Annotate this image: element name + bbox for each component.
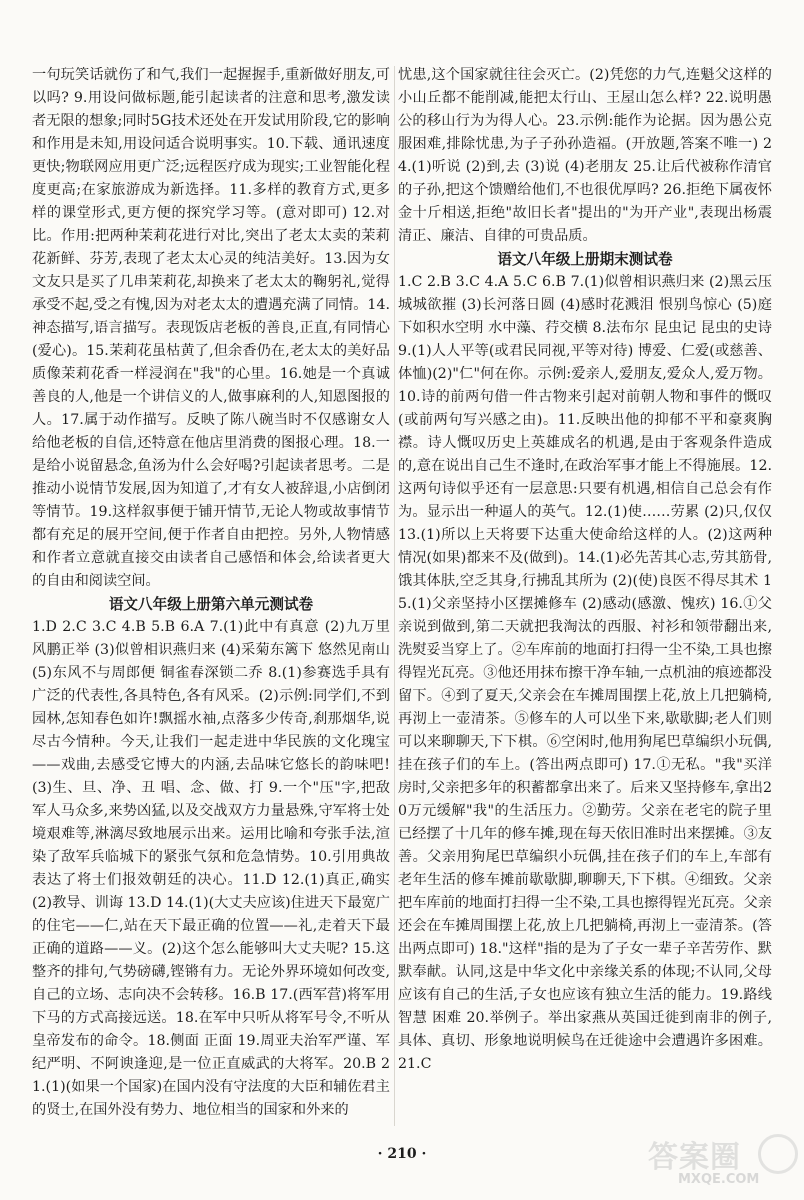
watermark-badge-icon (758, 1134, 798, 1174)
answer-paragraph: 一句玩笑话就伤了和气,我们一起握握手,重新做好朋友,可以吗? 9.用设问做标题,能引起读者的注意和思考,激发读者无限的想象;同时5G技术还处在开发试用阶段,它的影响和作用是未知,用设问适合说明事实。10.下载、通讯速度更快;物联网应用更广泛;远程医疗成为现实;工业智能化程度更高;在家旅游成为新选择。11.多样的教育方式,更多样的课堂形式,更方便的探究学习等。(意对即可) 12.对比。作用:把两种茉莉花进行对比,突出了老太太卖的茉莉花新鲜、芬芳,表现了老太太心灵的纯洁美好。13.因为女文友只是买了几串茉莉花,却换来了老太太的鞠躬礼,觉得承受不起,受之有愧,因为对老太太的遭遇充满了同情。14.神态描写,语言描写。表现饭店老板的善良,正直,有同情心(爱心)。15.茉莉花虽枯黄了,但余香仍在,老太太的美好品质像茉莉花香一样浸润在"我"的心里。16.她是一个真诚善良的人,他是一个讲信义的人,做事麻利的人,知恩图报的人。17.属于动作描写。反映了陈八碗当时不仅感谢女人给他老板的自信,还特意在他店里消费的图报心理。18.一是给小说留悬念,鱼汤为什么会好喝?引起读者思考。二是推动小说情节发展,因为知道了,才有女人被辞退,小店倒闭等情节。19.这样叙事便于铺开情节,无论人物或故事情节都有充足的展开空间,便于作者自由把控。另外,人物情感和作者立意就直接交由读者自己感悟和体会,给读者更大的自由和阅读空间。 (32, 67, 390, 589)
left-column (32, 64, 390, 1122)
divider-line (394, 66, 395, 1126)
watermark-text: 答案圈 (648, 1140, 741, 1175)
answer-paragraph: 忧患,这个国家就往往会灭亡。(2)凭您的力气,连魁父这样的小山丘都不能削减,能把太行山、王屋山怎么样? 22.说明愚公的移山行为为得人心。23.示例:能作为论据。因为愚公克服困难,排除忧患,为子子孙孙造福。(开放题,答案不唯一) 24.(1)听说 (2)到,去 (3)说 (4)老朋友 25.让后代被称作清官的子孙,把这个馈赠给他们,不也很优厚吗? 26.拒绝下属夜怀金十斤相送,拒绝"故旧长者"提出的"为开产业",表现出杨震清正、廉洁、自律的可贵品质。 (398, 67, 772, 244)
section-heading-unit6: 语文八年级上册第六单元测试卷 (108, 596, 314, 613)
answer-paragraph: 1.D 2.C 3.C 4.B 5.B 6.A 7.(1)此中有真意 (2)九万里风鹏正举 (3)似曾相识燕归来 (4)采菊东篱下 悠然见南山 (5)东风不与周郎便 铜雀春深锁二乔 8.(1)参赛选手具有广泛的代表性,各具特色,各有风采。(2)示例:同学们,不到园林,怎知春色如许!飘摇水袖,点落多少传奇,刹那烟华,说尽古今情种。今天,让我们一起走进中华民族的文化瑰宝——戏曲,去感受它博大的内涵,去品味它悠长的韵味吧!(3)生、旦、净、丑 唱、念、做、打 9.一个"压"字,把敌军人马众多,来势凶猛,以及交战双方力量悬殊,守军将士处境艰难等,淋漓尽致地展示出来。运用比喻和夸张手法,渲染了敌军兵临城下的紧张气氛和危急情势。10.引用典故表达了将士们报效朝廷的决心。11.D 12.(1)真正,确实 (2)教导、训诲 13.D 14.(1)(大丈夫应该)住进天下最宽广的住宅——仁,站在天下最正确的位置——礼,走着天下最正确的道路——义。(2)这个怎么能够叫大丈夫呢? 15.这整齐的排句,气势磅礴,铿锵有力。无论外界环境如何改变,自己的立场、志向决不会转移。16.B 17.(西军营)将军用下马的方式高接远送。18.在军中只听从将军号令,不听从皇帝发布的命令。18.侧面 正面 19.周亚夫治军严谨、军纪严明、不阿谀逢迎,是一位正直威武的大将军。20.B 21.(1)(如果一个国家)在国内没有守法度的大臣和辅佐君主的贤士,在国外没有势力、地位相当的国家和外来的 (32, 619, 390, 1118)
section-heading-final: 语文八年级上册期末测试卷 (497, 251, 673, 268)
right-column (398, 64, 772, 1076)
answer-paragraph: 1.C 2.B 3.C 4.A 5.C 6.B 7.(1)似曾相识燕归来 (2)黑云压城城欲摧 (3)长河落日圆 (4)感时花溅泪 恨别鸟惊心 (5)庭下如积水空明 水中藻、荇交横 8.法布尔 昆虫记 昆虫的史诗 9.(1)人人平等(或君民同视,平等对待) 博爱、仁爱(或慈善、体恤)(2)"仁"何在你。示例:爱亲人,爱朋友,爱众人,爱万物。10.诗的前两句借一件古物来引起对前朝人物和事件的慨叹(或前两句写兴感之由)。11.反映出他的抑郁不平和豪爽胸襟。诗人慨叹历史上英雄成名的机遇,是由于客观条件造成的,意在说出自己生不逢时,在政治军事才能上不得施展。12.这两句诗似乎还有一层意思:只要有机遇,相信自己总会有作为。显示出一种逼人的英气。12.(1)使……劳累 (2)只,仅仅 13.(1)所以上天将要下达重大使命给这样的人。(2)这两种情况(如果)都来不及(做到)。14.(1)必先苦其心志,劳其筋骨,饿其体肤,空乏其身,行拂乱其所为 (2)(使)良医不得尽其术 15.(1)父亲坚持小区摆摊修车 (2)感动(感激、愧疚) 16.①父亲说到做到,第二天就把我淘汰的西服、衬衫和领带翻出来,洗熨妥当穿上了。②车库前的地面打扫得一尘不染,工具也擦得锃光瓦亮。③他还用抹布擦干净车轴,一点机油的痕迹都没留下。④到了夏天,父亲会在车摊周围摆上花,放上几把躺椅,再沏上一壶清茶。⑤修车的人可以坐下来,歇歇脚;老人们则可以来聊聊天,下下棋。⑥空闲时,他用狗尾巴草编织小玩偶,挂在孩子们的车上。(答出两点即可) 17.①无私。"我"买洋房时,父亲把多年的积蓄都拿出来了。后来又坚持修车,拿出20万元缓解"我"的生活压力。②勤劳。父亲在老宅的院子里已经摆了十几年的修车摊,现在每天依旧准时出来摆摊。③友善。父亲用狗尾巴草编织小玩偶,挂在孩子们的车上,车部有老年生活的修车摊前歇歇脚,聊聊天,下下棋。④细致。父亲把车库前的地面打扫得一尘不染,工具也擦得锃光瓦亮。父亲还会在车摊周围摆上花,放上几把躺椅,再沏上一壶清茶。(答出两点即可) 18."这样"指的是为了子女一辈子辛苦劳作、默默奉献。认同,这是中华文化中亲缘关系的体现;不认同,父母应该有自己的生活,子女也应该有独立生活的能力。19.路线 智慧 困难 20.举例子。举出家燕从英国迁徙到南非的例子,具体、真切、形象地说明候鸟在迁徙途中会遭遇许多困难。21.C (398, 274, 772, 1072)
page-number: · 210 · (377, 1146, 427, 1162)
watermark-url: MXQE.COM (678, 1172, 760, 1187)
watermark-logo (648, 1132, 798, 1194)
